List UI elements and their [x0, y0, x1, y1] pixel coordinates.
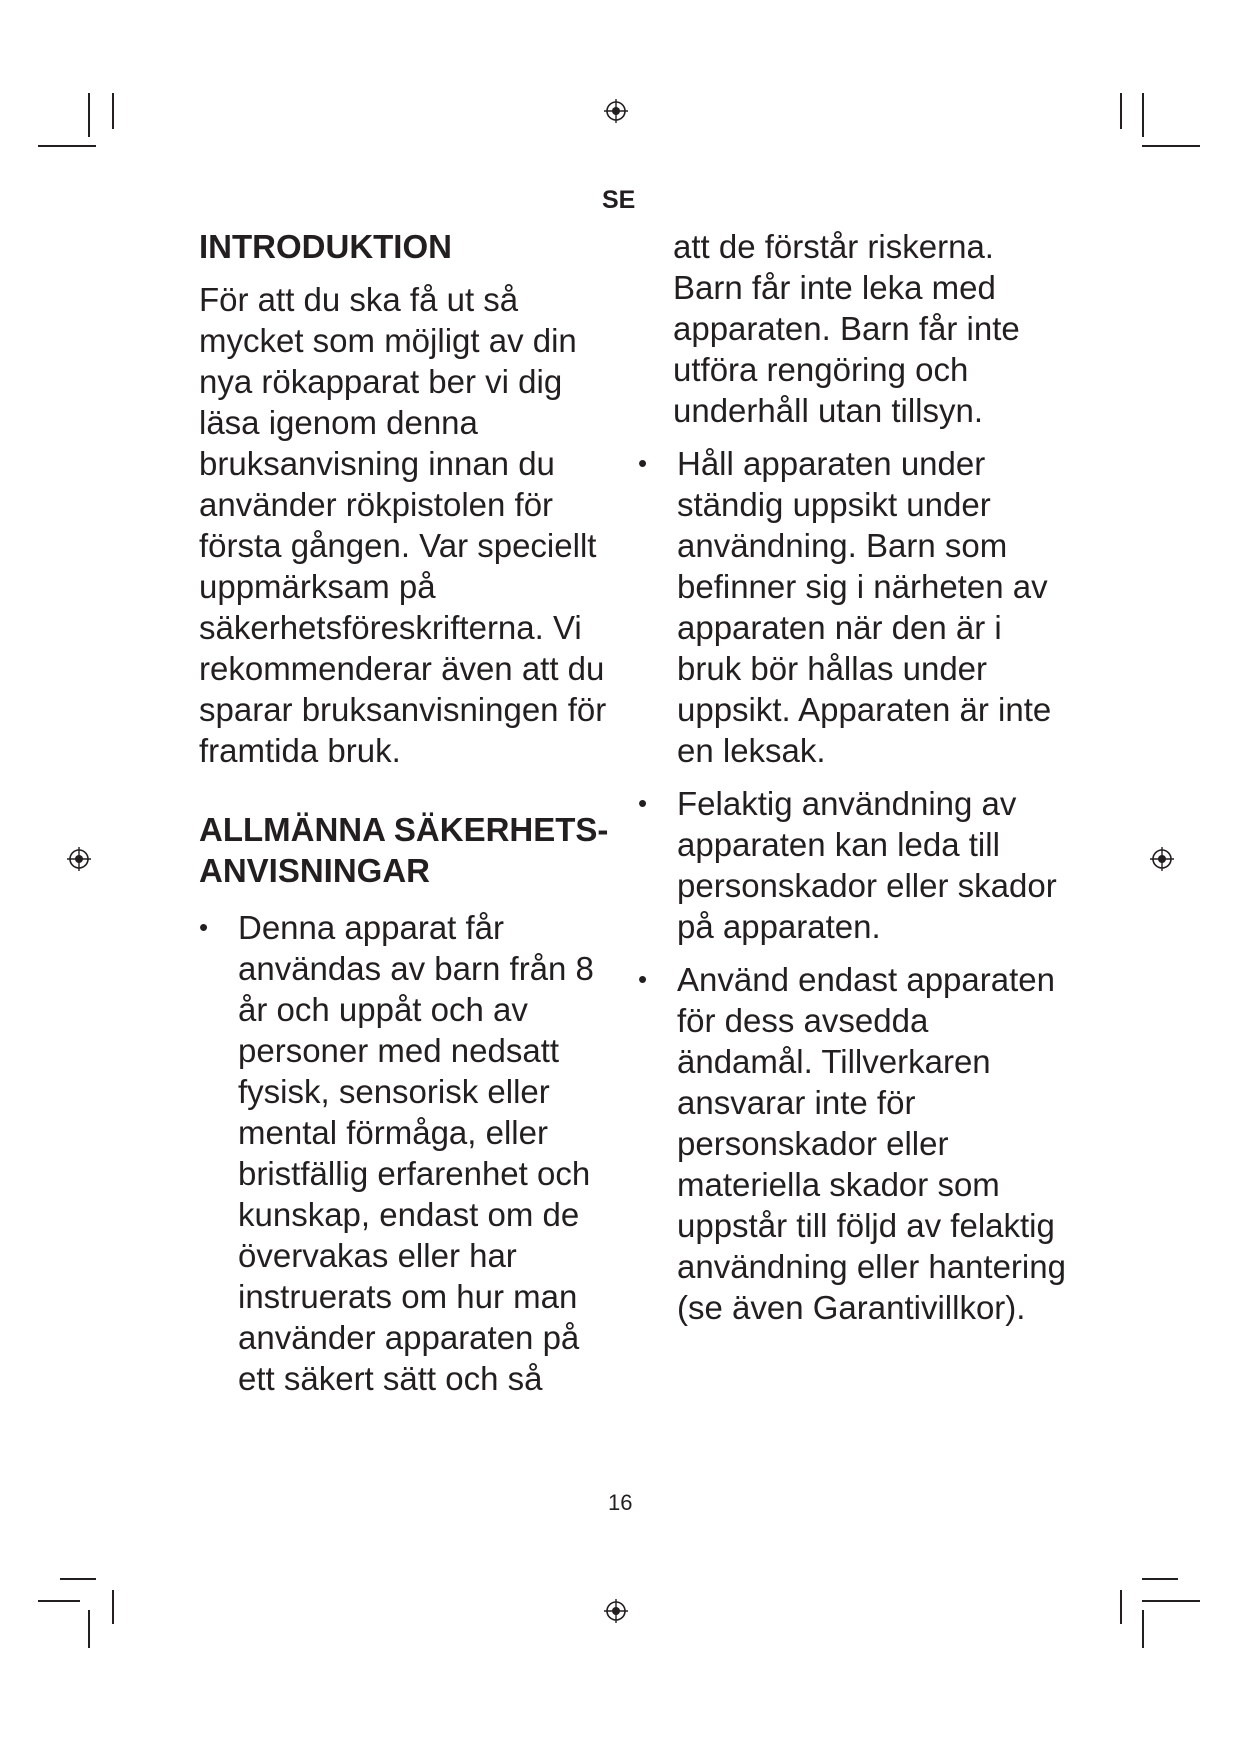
crop-mark — [88, 1610, 90, 1648]
crop-mark — [60, 1578, 96, 1580]
crop-mark — [1120, 1590, 1122, 1624]
crop-mark — [112, 93, 114, 129]
safety-list — [638, 443, 1068, 1328]
introduction-text: För att du ska få ut så mycket som möjligt av din nya rökapparat ber vi dig läsa igenom denna bruksanvisning innan du använder rökpistolen för första gången. Var speciellt uppmärksam på säkerhetsföreskrifterna. Vi rekommenderar även att du sparar bruksanvisningen för framtida bruk. — [199, 281, 607, 769]
safety-heading: ALLMÄNNA SÄKERHETS-ANVISNINGAR — [199, 811, 609, 889]
language-code: SE — [602, 186, 636, 214]
crop-mark — [1120, 93, 1122, 129]
safety-list — [199, 907, 619, 1399]
left-column — [199, 226, 619, 1411]
crop-mark — [38, 145, 96, 147]
safety-item: • Håll apparaten under ständig uppsikt under användning. Barn som befinner sig i närheten av apparaten när den är i bruk bör hållas under uppsikt. Apparaten är inte en leksak. — [638, 443, 1068, 771]
crop-mark — [1142, 93, 1144, 137]
page-number: 16 — [608, 1490, 633, 1515]
registration-mark-icon — [604, 99, 628, 123]
right-column — [638, 226, 1068, 1340]
crop-mark — [112, 1590, 114, 1624]
registration-mark-icon — [1150, 847, 1174, 871]
crop-mark — [1142, 1600, 1200, 1602]
crop-mark — [1142, 145, 1200, 147]
crop-mark — [1142, 1610, 1144, 1648]
crop-mark — [1142, 1578, 1178, 1580]
safety-item: • Använd endast apparaten för dess avsedda ändamål. Tillverkaren ansvarar inte för personskador eller materiella skador som uppstår till följd av felaktig användning eller hantering (se även Garantivillkor). — [638, 959, 1068, 1328]
safety-item: • Felaktig användning av apparaten kan leda till personskador eller skador på apparaten. — [638, 783, 1068, 947]
crop-mark — [38, 1600, 80, 1602]
registration-mark-icon — [67, 847, 91, 871]
crop-mark — [88, 93, 90, 137]
introduction-heading: INTRODUKTION — [199, 228, 452, 265]
registration-mark-icon — [604, 1599, 628, 1623]
safety-item: • Denna apparat får användas av barn från 8 år och uppåt och av personer med nedsatt fysisk, sensorisk eller mental förmåga, eller bristfällig erfarenhet och kunskap, endast om de övervakas eller har instruerats om hur man använder apparaten på ett säkert sätt och så — [199, 907, 619, 1399]
safety-item-continuation: att de förstår riskerna. Barn får inte leka med apparaten. Barn får inte utföra rengöring och underhåll utan tillsyn. — [673, 228, 1020, 429]
